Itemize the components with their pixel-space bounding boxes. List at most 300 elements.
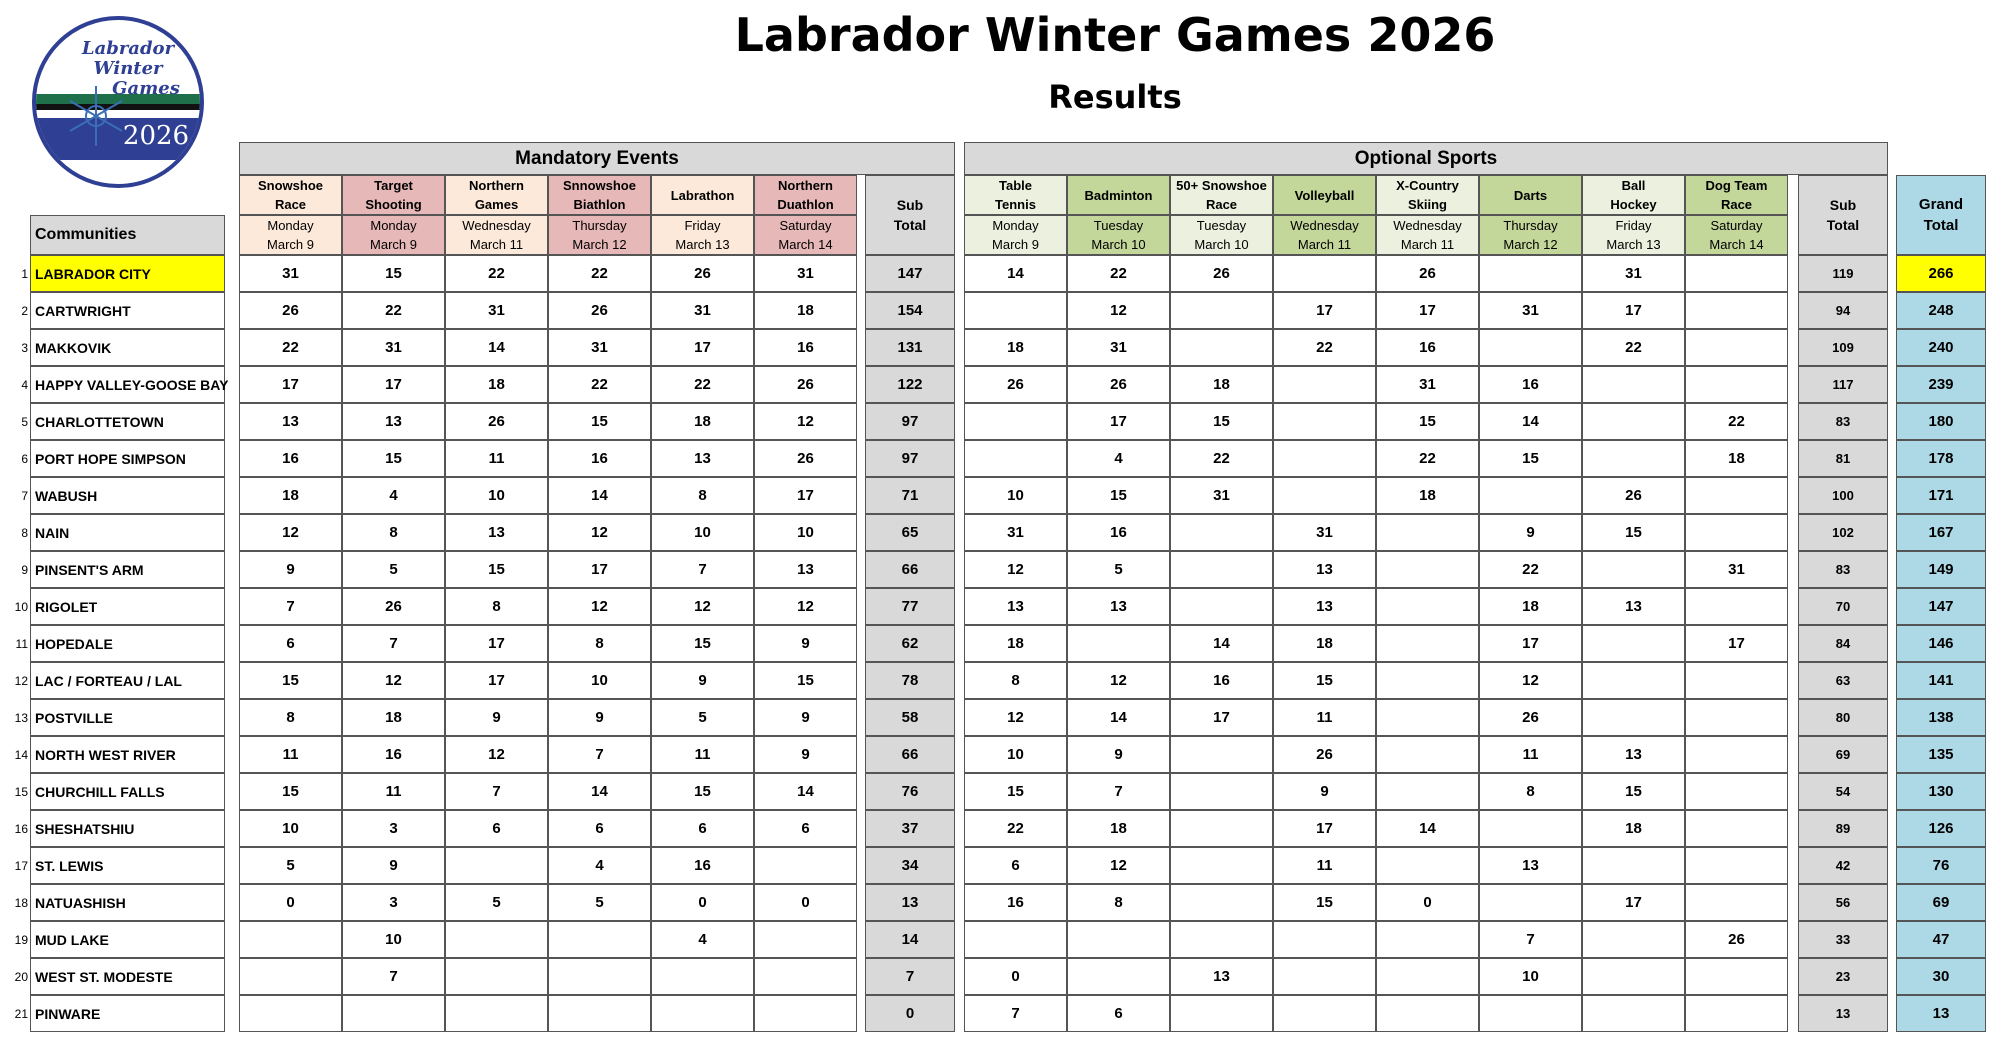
mandatory-subtotal: 66 bbox=[865, 551, 955, 588]
optional-score: 31 bbox=[1170, 477, 1273, 514]
optional-event-name-line: Badminton bbox=[1084, 187, 1153, 203]
optional-score bbox=[1582, 403, 1685, 440]
mandatory-score: 8 bbox=[651, 477, 754, 514]
mandatory-score: 17 bbox=[342, 366, 445, 403]
grand-total: 171 bbox=[1896, 477, 1986, 514]
mandatory-score: 6 bbox=[651, 810, 754, 847]
mandatory-subtotal: 0 bbox=[865, 995, 955, 1032]
optional-score bbox=[1067, 958, 1170, 995]
community-name: CHURCHILL FALLS bbox=[30, 773, 225, 810]
optional-score bbox=[1273, 440, 1376, 477]
mandatory-score: 7 bbox=[651, 551, 754, 588]
mandatory-score: 12 bbox=[651, 588, 754, 625]
optional-score bbox=[1685, 255, 1788, 292]
mandatory-score: 22 bbox=[239, 329, 342, 366]
optional-subtotal: 109 bbox=[1798, 329, 1888, 366]
grand-total: 30 bbox=[1896, 958, 1986, 995]
optional-score: 22 bbox=[1479, 551, 1582, 588]
rank-number: 13 bbox=[14, 710, 28, 725]
optional-score: 18 bbox=[964, 329, 1067, 366]
mandatory-score: 26 bbox=[445, 403, 548, 440]
mandatory-score bbox=[548, 921, 651, 958]
mandatory-event-date-line: Monday bbox=[267, 218, 314, 233]
optional-score: 13 bbox=[964, 588, 1067, 625]
optional-sports-header: Optional Sports bbox=[964, 142, 1888, 175]
mandatory-event-name bbox=[239, 175, 342, 215]
mandatory-score: 13 bbox=[651, 440, 754, 477]
community-name: RIGOLET bbox=[30, 588, 225, 625]
mandatory-event-date bbox=[754, 215, 857, 255]
grand-total: 180 bbox=[1896, 403, 1986, 440]
mandatory-event-date-line: Wednesday bbox=[462, 218, 531, 233]
optional-score: 13 bbox=[1067, 588, 1170, 625]
mandatory-score: 26 bbox=[651, 255, 754, 292]
mandatory-subtotal: 78 bbox=[865, 662, 955, 699]
optional-score bbox=[1376, 921, 1479, 958]
mandatory-score: 16 bbox=[342, 736, 445, 773]
optional-subtotal: 119 bbox=[1798, 255, 1888, 292]
mandatory-subtotal: 97 bbox=[865, 440, 955, 477]
optional-score bbox=[1685, 810, 1788, 847]
optional-score bbox=[964, 403, 1067, 440]
mandatory-score bbox=[548, 958, 651, 995]
optional-score bbox=[1685, 847, 1788, 884]
optional-score: 18 bbox=[1067, 810, 1170, 847]
optional-event-name bbox=[1067, 175, 1170, 215]
mandatory-event-name-line: Snowshoe bbox=[257, 178, 323, 193]
logo-text-line-3: Games bbox=[112, 78, 180, 99]
community-name: PINSENT'S ARM bbox=[30, 551, 225, 588]
optional-score: 31 bbox=[1376, 366, 1479, 403]
optional-score: 15 bbox=[1067, 477, 1170, 514]
optional-score bbox=[1170, 514, 1273, 551]
optional-score: 14 bbox=[964, 255, 1067, 292]
community-name: MAKKOVIK bbox=[30, 329, 225, 366]
optional-score bbox=[1376, 773, 1479, 810]
optional-score: 8 bbox=[964, 662, 1067, 699]
optional-score bbox=[1582, 958, 1685, 995]
mandatory-score bbox=[445, 995, 548, 1032]
optional-score: 13 bbox=[1479, 847, 1582, 884]
optional-score: 22 bbox=[1273, 329, 1376, 366]
optional-score: 12 bbox=[964, 551, 1067, 588]
mandatory-score: 17 bbox=[754, 477, 857, 514]
mandatory-score: 0 bbox=[651, 884, 754, 921]
optional-score: 12 bbox=[964, 699, 1067, 736]
grand-total: 135 bbox=[1896, 736, 1986, 773]
optional-event-date-line: Friday bbox=[1615, 218, 1652, 233]
optional-score bbox=[1376, 551, 1479, 588]
mandatory-score: 8 bbox=[342, 514, 445, 551]
mandatory-subtotal: 97 bbox=[865, 403, 955, 440]
mandatory-events-header: Mandatory Events bbox=[239, 142, 955, 175]
optional-event-date-line: March 12 bbox=[1503, 237, 1558, 252]
optional-event-date-line: March 13 bbox=[1606, 237, 1661, 252]
optional-score: 6 bbox=[964, 847, 1067, 884]
grand-total: 76 bbox=[1896, 847, 1986, 884]
optional-score: 15 bbox=[964, 773, 1067, 810]
optional-event-name-line: 50+ Snowshoe bbox=[1176, 178, 1267, 193]
optional-score bbox=[1170, 921, 1273, 958]
subtotal-header-line: Total bbox=[893, 217, 927, 233]
grand-total: 13 bbox=[1896, 995, 1986, 1032]
mandatory-score: 26 bbox=[548, 292, 651, 329]
optional-score: 10 bbox=[964, 477, 1067, 514]
logo-text-line-4: 2026 bbox=[122, 121, 190, 151]
optional-score: 10 bbox=[1479, 958, 1582, 995]
mandatory-score: 17 bbox=[445, 662, 548, 699]
optional-subtotal: 70 bbox=[1798, 588, 1888, 625]
rank-number: 21 bbox=[14, 1006, 28, 1021]
mandatory-subtotal: 65 bbox=[865, 514, 955, 551]
optional-score: 26 bbox=[964, 366, 1067, 403]
optional-event-date bbox=[1376, 215, 1479, 255]
mandatory-score: 18 bbox=[445, 366, 548, 403]
grand-total-header-line: Grand bbox=[1918, 196, 1964, 213]
optional-event-name-line: Race bbox=[1720, 197, 1753, 212]
mandatory-score: 31 bbox=[548, 329, 651, 366]
mandatory-subtotal: 34 bbox=[865, 847, 955, 884]
optional-score bbox=[1685, 699, 1788, 736]
optional-score: 22 bbox=[1067, 255, 1170, 292]
mandatory-subtotal: 37 bbox=[865, 810, 955, 847]
mandatory-event-date bbox=[239, 215, 342, 255]
mandatory-event-date-line: March 12 bbox=[572, 237, 627, 252]
optional-score: 17 bbox=[1170, 699, 1273, 736]
optional-event-date bbox=[1685, 215, 1788, 255]
mandatory-score: 17 bbox=[239, 366, 342, 403]
mandatory-score: 15 bbox=[651, 773, 754, 810]
optional-event-name-line: Tennis bbox=[995, 197, 1036, 212]
mandatory-event-date-line: March 11 bbox=[469, 237, 524, 252]
optional-score bbox=[1582, 440, 1685, 477]
optional-score: 17 bbox=[1376, 292, 1479, 329]
mandatory-score bbox=[754, 921, 857, 958]
mandatory-score: 9 bbox=[239, 551, 342, 588]
optional-score: 14 bbox=[1067, 699, 1170, 736]
mandatory-event-name bbox=[548, 175, 651, 215]
optional-score: 16 bbox=[1479, 366, 1582, 403]
mandatory-score: 13 bbox=[342, 403, 445, 440]
grand-total: 130 bbox=[1896, 773, 1986, 810]
optional-score bbox=[1582, 366, 1685, 403]
mandatory-event-name bbox=[342, 175, 445, 215]
optional-subtotal: 80 bbox=[1798, 699, 1888, 736]
mandatory-event-date-line: Friday bbox=[684, 218, 721, 233]
optional-event-name bbox=[1685, 175, 1788, 215]
optional-score: 0 bbox=[1376, 884, 1479, 921]
community-name: LAC / FORTEAU / LAL bbox=[30, 662, 225, 699]
mandatory-score: 17 bbox=[445, 625, 548, 662]
mandatory-score: 6 bbox=[239, 625, 342, 662]
optional-score bbox=[1170, 329, 1273, 366]
optional-score bbox=[1376, 847, 1479, 884]
mandatory-score: 18 bbox=[342, 699, 445, 736]
optional-event-name bbox=[1273, 175, 1376, 215]
mandatory-score: 8 bbox=[445, 588, 548, 625]
grand-total: 47 bbox=[1896, 921, 1986, 958]
mandatory-subtotal: 147 bbox=[865, 255, 955, 292]
mandatory-score: 10 bbox=[548, 662, 651, 699]
mandatory-score: 12 bbox=[342, 662, 445, 699]
optional-score bbox=[1685, 995, 1788, 1032]
mandatory-score: 9 bbox=[754, 736, 857, 773]
optional-score: 13 bbox=[1582, 588, 1685, 625]
optional-score: 17 bbox=[1067, 403, 1170, 440]
optional-event-name bbox=[1376, 175, 1479, 215]
grand-total: 167 bbox=[1896, 514, 1986, 551]
mandatory-score bbox=[651, 995, 754, 1032]
rank-number: 15 bbox=[14, 784, 28, 799]
optional-event-name bbox=[1582, 175, 1685, 215]
optional-score bbox=[1376, 995, 1479, 1032]
mandatory-score: 22 bbox=[651, 366, 754, 403]
mandatory-score: 3 bbox=[342, 810, 445, 847]
grand-total: 69 bbox=[1896, 884, 1986, 921]
grand-total: 146 bbox=[1896, 625, 1986, 662]
optional-score: 9 bbox=[1067, 736, 1170, 773]
optional-score: 31 bbox=[1685, 551, 1788, 588]
grand-total: 178 bbox=[1896, 440, 1986, 477]
mandatory-event-date-line: March 9 bbox=[267, 237, 314, 252]
rank-number: 12 bbox=[14, 673, 28, 688]
optional-score bbox=[1376, 514, 1479, 551]
mandatory-score: 22 bbox=[342, 292, 445, 329]
mandatory-score: 31 bbox=[342, 329, 445, 366]
mandatory-event-name-line: Biathlon bbox=[573, 197, 626, 212]
mandatory-event-name-line: Race bbox=[274, 197, 307, 212]
mandatory-subtotal: 77 bbox=[865, 588, 955, 625]
logo-text-line-1: Labrador bbox=[81, 38, 175, 59]
mandatory-score: 11 bbox=[239, 736, 342, 773]
page-subtitle: Results bbox=[1048, 78, 1182, 116]
mandatory-score: 11 bbox=[651, 736, 754, 773]
optional-score: 16 bbox=[1170, 662, 1273, 699]
optional-event-name-line: Hockey bbox=[1610, 197, 1657, 212]
optional-score: 31 bbox=[1273, 514, 1376, 551]
optional-event-name-line: X-Country bbox=[1396, 178, 1459, 193]
mandatory-score: 15 bbox=[342, 255, 445, 292]
mandatory-score: 0 bbox=[754, 884, 857, 921]
rank-number: 6 bbox=[21, 451, 28, 466]
optional-score: 12 bbox=[1067, 662, 1170, 699]
grand-total: 141 bbox=[1896, 662, 1986, 699]
optional-event-date bbox=[964, 215, 1067, 255]
optional-score bbox=[1067, 921, 1170, 958]
optional-score bbox=[1685, 477, 1788, 514]
optional-score: 9 bbox=[1273, 773, 1376, 810]
grand-total: 248 bbox=[1896, 292, 1986, 329]
optional-score bbox=[1685, 662, 1788, 699]
optional-score: 15 bbox=[1170, 403, 1273, 440]
mandatory-score: 5 bbox=[342, 551, 445, 588]
optional-event-date-line: March 11 bbox=[1400, 237, 1455, 252]
optional-score: 18 bbox=[1170, 366, 1273, 403]
optional-score: 22 bbox=[1685, 403, 1788, 440]
mandatory-event-date bbox=[342, 215, 445, 255]
optional-score: 13 bbox=[1582, 736, 1685, 773]
optional-event-date bbox=[1273, 215, 1376, 255]
optional-subtotal: 23 bbox=[1798, 958, 1888, 995]
optional-score: 7 bbox=[1479, 921, 1582, 958]
optional-score bbox=[1170, 995, 1273, 1032]
mandatory-event-date-line: March 13 bbox=[675, 237, 730, 252]
mandatory-event-date-line: March 9 bbox=[370, 237, 417, 252]
grand-total-header-line: Total bbox=[1923, 217, 1959, 234]
mandatory-subtotal-header bbox=[865, 175, 955, 255]
optional-score: 17 bbox=[1273, 292, 1376, 329]
mandatory-score: 13 bbox=[754, 551, 857, 588]
mandatory-score bbox=[754, 958, 857, 995]
optional-score: 10 bbox=[964, 736, 1067, 773]
community-name: PINWARE bbox=[30, 995, 225, 1032]
optional-score: 15 bbox=[1273, 662, 1376, 699]
mandatory-event-date-line: Monday bbox=[370, 218, 417, 233]
optional-event-date bbox=[1582, 215, 1685, 255]
mandatory-event-date-line: Saturday bbox=[779, 218, 832, 233]
rank-number: 17 bbox=[14, 858, 28, 873]
community-name: PORT HOPE SIMPSON bbox=[30, 440, 225, 477]
optional-score bbox=[1376, 625, 1479, 662]
mandatory-score bbox=[651, 958, 754, 995]
mandatory-score: 8 bbox=[548, 625, 651, 662]
optional-score: 9 bbox=[1479, 514, 1582, 551]
mandatory-score: 13 bbox=[239, 403, 342, 440]
community-name: LABRADOR CITY bbox=[30, 255, 225, 292]
optional-event-date bbox=[1479, 215, 1582, 255]
community-name: NAIN bbox=[30, 514, 225, 551]
optional-score: 8 bbox=[1067, 884, 1170, 921]
optional-score bbox=[1376, 958, 1479, 995]
optional-score bbox=[964, 440, 1067, 477]
optional-score: 22 bbox=[1582, 329, 1685, 366]
community-name: CARTWRIGHT bbox=[30, 292, 225, 329]
optional-score bbox=[1685, 366, 1788, 403]
mandatory-score: 31 bbox=[651, 292, 754, 329]
mandatory-score: 6 bbox=[548, 810, 651, 847]
rank-number: 10 bbox=[14, 599, 28, 614]
optional-score: 6 bbox=[1067, 995, 1170, 1032]
optional-score: 18 bbox=[1376, 477, 1479, 514]
optional-score: 18 bbox=[1582, 810, 1685, 847]
optional-score bbox=[1376, 699, 1479, 736]
rank-number: 16 bbox=[14, 821, 28, 836]
optional-score: 11 bbox=[1273, 699, 1376, 736]
optional-score bbox=[964, 292, 1067, 329]
optional-score bbox=[1582, 662, 1685, 699]
optional-score bbox=[1273, 255, 1376, 292]
optional-score bbox=[1170, 551, 1273, 588]
optional-score: 12 bbox=[1067, 847, 1170, 884]
optional-event-date-line: Wednesday bbox=[1290, 218, 1359, 233]
mandatory-score: 16 bbox=[548, 440, 651, 477]
mandatory-subtotal: 7 bbox=[865, 958, 955, 995]
optional-score: 26 bbox=[1273, 736, 1376, 773]
optional-score bbox=[1170, 736, 1273, 773]
optional-score: 31 bbox=[1582, 255, 1685, 292]
optional-score: 31 bbox=[964, 514, 1067, 551]
mandatory-score: 7 bbox=[445, 773, 548, 810]
mandatory-score: 9 bbox=[548, 699, 651, 736]
optional-score bbox=[1273, 477, 1376, 514]
optional-score bbox=[1582, 995, 1685, 1032]
grand-total: 239 bbox=[1896, 366, 1986, 403]
optional-subtotal: 63 bbox=[1798, 662, 1888, 699]
optional-event-date-line: Tuesday bbox=[1093, 218, 1144, 233]
rank-number: 14 bbox=[14, 747, 28, 762]
optional-score: 18 bbox=[1685, 440, 1788, 477]
mandatory-subtotal: 13 bbox=[865, 884, 955, 921]
optional-score: 26 bbox=[1067, 366, 1170, 403]
optional-subtotal: 102 bbox=[1798, 514, 1888, 551]
optional-score: 18 bbox=[1273, 625, 1376, 662]
optional-score: 15 bbox=[1273, 884, 1376, 921]
rank-number: 5 bbox=[21, 414, 28, 429]
optional-score bbox=[1170, 847, 1273, 884]
mandatory-event-name-line: Duathlon bbox=[777, 197, 834, 212]
mandatory-subtotal: 14 bbox=[865, 921, 955, 958]
optional-event-name bbox=[964, 175, 1067, 215]
optional-score bbox=[1685, 588, 1788, 625]
optional-score: 22 bbox=[1376, 440, 1479, 477]
mandatory-score: 9 bbox=[754, 625, 857, 662]
optional-score: 12 bbox=[1479, 662, 1582, 699]
mandatory-score: 16 bbox=[651, 847, 754, 884]
optional-score: 17 bbox=[1685, 625, 1788, 662]
optional-subtotal: 94 bbox=[1798, 292, 1888, 329]
mandatory-score: 11 bbox=[342, 773, 445, 810]
mandatory-score: 14 bbox=[754, 773, 857, 810]
optional-event-date bbox=[1067, 215, 1170, 255]
community-name: POSTVILLE bbox=[30, 699, 225, 736]
optional-score: 13 bbox=[1273, 551, 1376, 588]
page-title: Labrador Winter Games 2026 bbox=[734, 8, 1496, 62]
optional-score: 22 bbox=[1170, 440, 1273, 477]
grand-total: 266 bbox=[1896, 255, 1986, 292]
optional-score: 18 bbox=[964, 625, 1067, 662]
optional-score: 26 bbox=[1376, 255, 1479, 292]
mandatory-subtotal: 58 bbox=[865, 699, 955, 736]
optional-subtotal: 84 bbox=[1798, 625, 1888, 662]
rank-number: 3 bbox=[21, 340, 28, 355]
mandatory-score: 10 bbox=[239, 810, 342, 847]
optional-score: 12 bbox=[1067, 292, 1170, 329]
mandatory-score: 4 bbox=[651, 921, 754, 958]
mandatory-event-name-line: Target bbox=[374, 178, 413, 193]
optional-score bbox=[1479, 477, 1582, 514]
mandatory-score: 15 bbox=[754, 662, 857, 699]
optional-subtotal: 83 bbox=[1798, 403, 1888, 440]
mandatory-subtotal: 62 bbox=[865, 625, 955, 662]
optional-score bbox=[1170, 884, 1273, 921]
mandatory-score: 10 bbox=[651, 514, 754, 551]
grand-total-header bbox=[1896, 175, 1986, 255]
mandatory-score bbox=[445, 921, 548, 958]
optional-score bbox=[1170, 588, 1273, 625]
mandatory-score: 4 bbox=[342, 477, 445, 514]
optional-event-date-line: Monday bbox=[992, 218, 1039, 233]
optional-score: 14 bbox=[1170, 625, 1273, 662]
rank-number: 19 bbox=[14, 932, 28, 947]
optional-score bbox=[1479, 995, 1582, 1032]
optional-score: 11 bbox=[1479, 736, 1582, 773]
rank-number: 9 bbox=[21, 562, 28, 577]
mandatory-event-date bbox=[548, 215, 651, 255]
subtotal-header-line: Sub bbox=[1829, 197, 1857, 213]
optional-score bbox=[1376, 736, 1479, 773]
optional-score: 15 bbox=[1376, 403, 1479, 440]
mandatory-subtotal: 131 bbox=[865, 329, 955, 366]
